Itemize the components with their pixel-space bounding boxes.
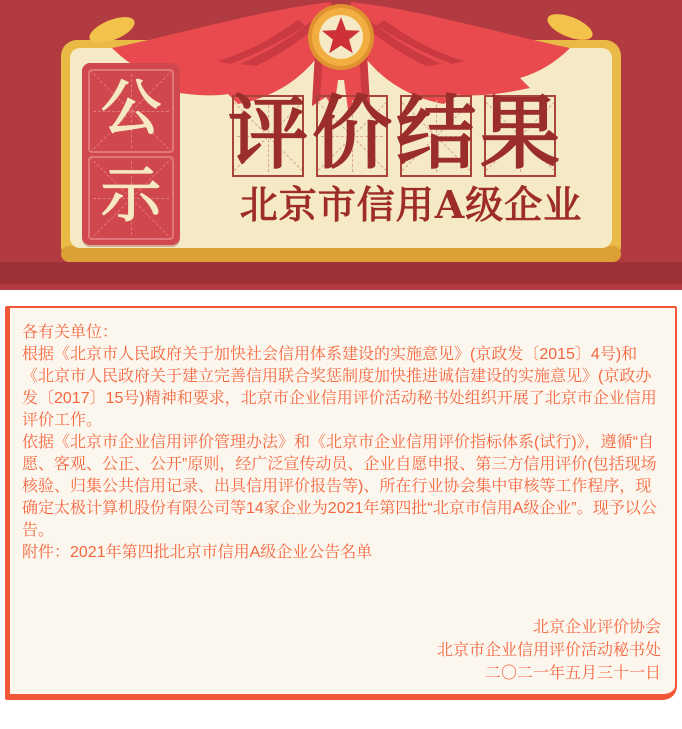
headline-character: 评 xyxy=(228,85,308,180)
star-medal-icon xyxy=(308,4,374,70)
headline-character: 果 xyxy=(480,85,560,180)
headline-box xyxy=(396,85,476,180)
notice-paragraph: 依据《北京市企业信用评价管理办法》和《北京市企业信用评价指标体系(试行)》，遵循“自愿、客观、公正、公开”原则，经广泛宣传动员、企业自愿申报、第三方信用评价(包括现场核验、归集公共信用记录、出具信用评价报告等)、所在行业协会集中审核等工作程序，现确定太极计算机股份有限公司等14家企业为2021年第四批“北京市信用A级企业”。现予以公告。 xyxy=(22,434,657,539)
signature-line: 二〇二一年五月三十一日 xyxy=(484,665,661,682)
headline-box xyxy=(228,85,308,180)
stamp-cell xyxy=(88,156,174,240)
stamp-character: 公 xyxy=(101,74,161,145)
signature-line: 北京市企业信用评价活动秘书处 xyxy=(436,642,661,659)
attachment-line: 附件：2021年第四批北京市信用A级企业公告名单 xyxy=(22,544,373,561)
stamp-cell xyxy=(88,69,174,153)
notice-box xyxy=(5,306,677,700)
notice-paragraph: 根据《北京市人民政府关于加快社会信用体系建设的实施意见》(京政发〔2015〕4号)和《北京市人民政府关于建立完善信用联合奖惩制度加快推进诚信建设的实施意见》(京政办发〔2017〕15号)精神和要求，北京市企业信用评价活动秘书处组织开展了北京市企业信用评价工作。 xyxy=(22,346,657,429)
headline-box xyxy=(480,85,560,180)
stamp-character: 示 xyxy=(101,161,161,232)
shadow-band xyxy=(0,262,682,284)
headline xyxy=(228,85,560,180)
public-notice-stamp xyxy=(82,63,180,245)
salutation: 各有关单位： xyxy=(22,324,119,341)
banner xyxy=(0,0,682,290)
signature-block xyxy=(22,616,661,685)
headline-character: 价 xyxy=(312,85,392,180)
headline-box xyxy=(312,85,392,180)
signature-line: 北京企业评价协会 xyxy=(532,619,661,636)
subheadline: 北京市信用A级企业 xyxy=(239,182,583,227)
headline-character: 结 xyxy=(396,85,476,180)
